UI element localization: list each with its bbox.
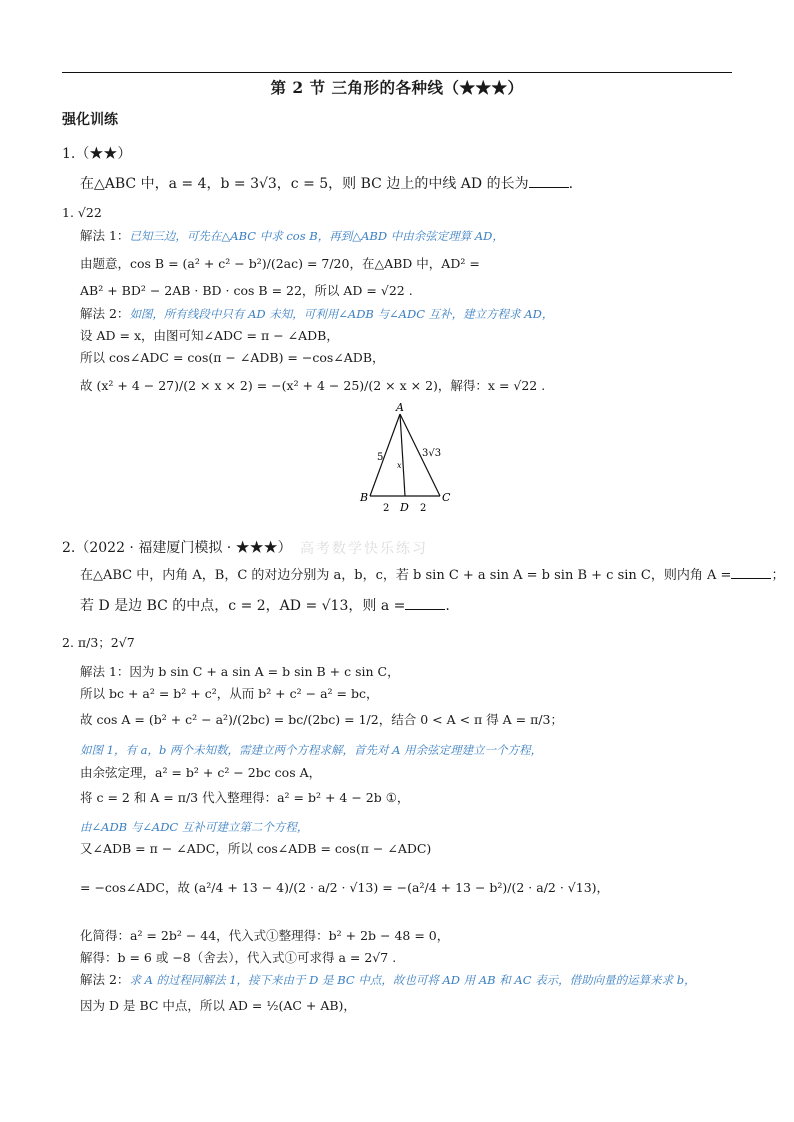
side-ab-label: 5: [377, 452, 384, 463]
q2-line1-text: 在△ABC 中，内角 A，B，C 的对边分别为 a，b，c，若 b sin C + a sin A = b sin B + c sin C，则内角 A =: [80, 568, 732, 583]
a2-line6: 又∠ADB = π − ∠ADC，所以 cos∠ADB = cos(π − ∠ADC): [80, 841, 432, 856]
section-heading: 强化训练: [62, 112, 118, 128]
a2-line2: 所以 bc + a² = b² + c²，从而 b² + c² − a² = bc，: [80, 686, 379, 701]
a2-line1: 解法 1：因为 b sin C + a sin A = b sin B + c sin C，: [80, 664, 400, 679]
dc-label: 2: [420, 503, 427, 514]
a2-line3: 故 cos A = (b² + c² − a²)/(2bc) = bc/(2bc) = 1/2，结合 0 < A < π 得 A = π/3；: [80, 712, 564, 727]
a1-method1-note: 已知三边，可先在△ABC 中求 cos B，再到△ABD 中由余弦定理算 AD，: [129, 229, 504, 243]
q2-line2-end: .: [445, 598, 450, 614]
bd-label: 2: [383, 503, 390, 514]
a1-answer: 1. √22: [62, 205, 102, 220]
q2-line2: [80, 597, 450, 614]
a1-method2: [80, 306, 553, 322]
header-rule: [62, 72, 732, 73]
a2-method2: [80, 972, 696, 988]
page-title: 第 2 节 三角形的各种线（★★★）: [270, 78, 524, 97]
q2-blank-b: [405, 597, 445, 610]
vertex-c-label: C: [442, 491, 451, 504]
q2-blank-a: [731, 566, 771, 579]
a1-line5: 故 (x² + 4 − 27)/(2 × x × 2) = −(x² + 4 − 25)/(2 × x × 2)，解得：x = √22 .: [80, 378, 546, 393]
q1-blank: [529, 175, 569, 188]
q2-line2-text: 若 D 是边 BC 的中点，c = 2，AD = √13，则 a =: [80, 598, 406, 614]
a2-line7: = −cos∠ADC，故 (a²/4 + 13 − 4)/(2 · a/2 · √13) = −(a²/4 + 13 − b²)/(2 · a/2 · √13)，: [80, 880, 610, 895]
q2-line1: [80, 566, 784, 584]
a2-method2-tag: 解法 2：: [80, 972, 130, 987]
median-ad: [400, 414, 405, 496]
a2-line5: 将 c = 2 和 A = π/3 代入整理得：a² = b² + 4 − 2b ①，: [80, 790, 410, 805]
a2-line9: 解得：b = 6 或 −8（舍去），代入式①可求得 a = 2√7 .: [80, 950, 397, 965]
a1-method2-note: 如图，所有线段中只有 AD 未知，可利用∠ADB 与∠ADC 互补，建立方程求 AD，: [129, 307, 554, 321]
a1-line3: 设 AD = x，由图可知∠ADC = π − ∠ADB，: [80, 328, 339, 343]
a2-note1: 如图 1，有 a，b 两个未知数，需建立两个方程求解，首先对 A 用余弦定理建立一个方程，: [80, 743, 543, 757]
side-ac-label: 3√3: [422, 448, 442, 459]
point-d-label: D: [400, 501, 409, 514]
a1-line2: AB² + BD² − 2AB · BD · cos B = 22，所以 AD = √22 .: [80, 283, 413, 298]
q1-stem-text: 在△ABC 中，a = 4，b = 3√3，c = 5，则 BC 边上的中线 AD 的长为: [80, 176, 529, 192]
a2-note2: 由∠ADB 与∠ADC 互补可建立第二个方程，: [80, 820, 309, 834]
q2-label: 2.（2022 · 福建厦门模拟 · ★★★）: [62, 540, 292, 556]
q1-stem-end: .: [568, 176, 574, 192]
a2-line4: 由余弦定理，a² = b² + c² − 2bc cos A，: [80, 765, 322, 780]
triangle-figure: [350, 400, 470, 520]
a1-line4: 所以 cos∠ADC = cos(π − ∠ADB) = −cos∠ADB，: [80, 350, 385, 365]
a2-line10: 因为 D 是 BC 中点，所以 AD = ½(AC + AB)，: [80, 998, 356, 1013]
a2-method2-note: 求 A 的过程同解法 1，接下来由于 D 是 BC 中点，故也可将 AD 用 AB 和 AC 表示，借助向量的运算来求 b，: [129, 973, 696, 987]
q1-stem: [80, 175, 573, 192]
q2-line1-end: ；: [771, 568, 785, 583]
a1-method2-tag: 解法 2：: [80, 306, 130, 321]
watermark: 高考数学快乐练习: [300, 541, 428, 557]
median-label: x: [397, 461, 402, 470]
a1-method1-tag: 解法 1：: [80, 228, 130, 243]
a2-answer: 2. π/3；2√7: [62, 635, 135, 650]
vertex-a-label: A: [396, 401, 404, 414]
side-ab: [370, 414, 400, 496]
a1-line1: 由题意，cos B = (a² + c² − b²)/(2ac) = 7/20，在△ABD 中，AD² =: [80, 256, 480, 271]
a2-line8: 化简得：a² = 2b² − 44，代入式①整理得：b² + 2b − 48 = 0，: [80, 928, 450, 943]
a1-method1: [80, 228, 504, 244]
vertex-b-label: B: [360, 491, 369, 504]
q1-label: 1.（★★）: [62, 146, 132, 162]
